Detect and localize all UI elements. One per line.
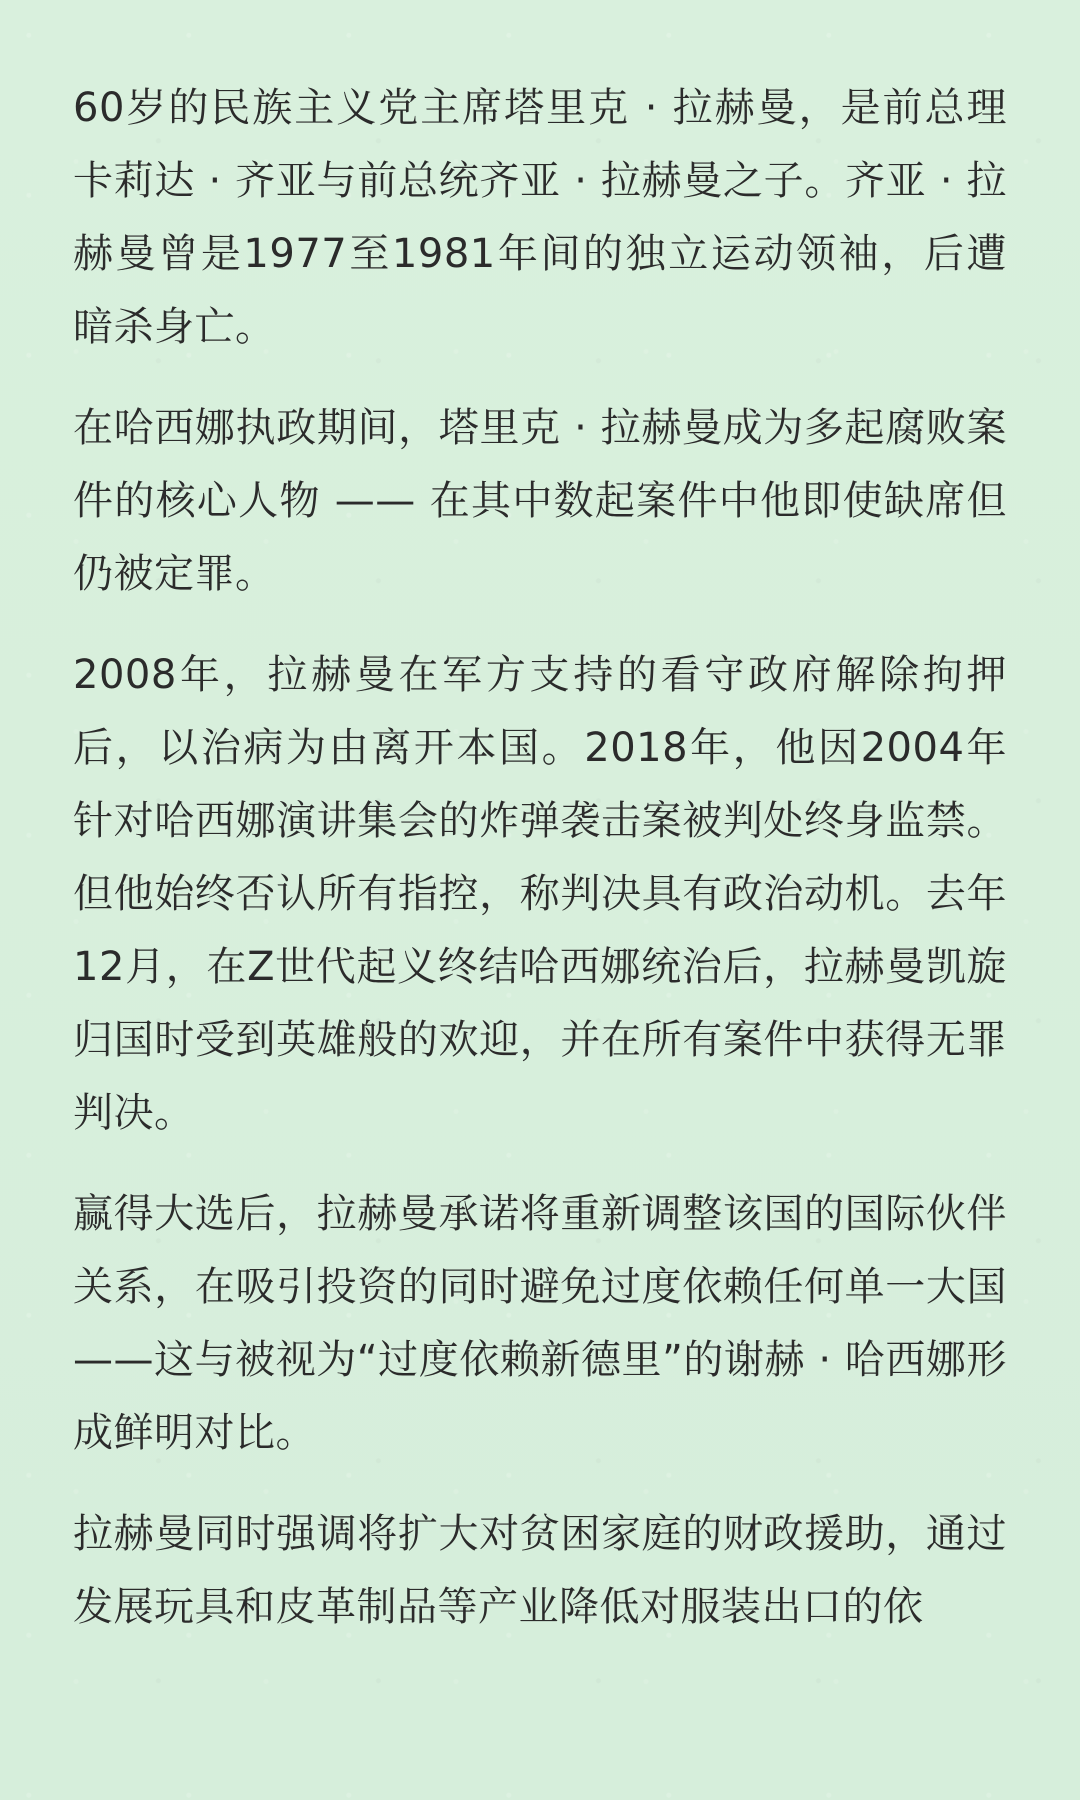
article-body [73, 72, 1007, 1672]
paragraph-5: 拉赫曼同时强调将扩大对贫困家庭的财政援助，通过发展玩具和皮革制品等产业降低对服装出口的依 [73, 1511, 1007, 1630]
paragraph-3: 2008年，拉赫曼在军方支持的看守政府解除拘押后，以治病为由离开本国。2018年，他因2004年针对哈西娜演讲集会的炸弹袭击案被判处终身监禁。但他始终否认所有指控，称判决具有政治动机。去年12月，在Z世代起义终结哈西娜统治后，拉赫曼凯旋归国时受到英雄般的欢迎，并在所有案件中获得无罪判决。 [73, 652, 1007, 1136]
paragraph-2: 在哈西娜执政期间，塔里克 · 拉赫曼成为多起腐败案件的核心人物 —— 在其中数起案件中他即使缺席但仍被定罪。 [73, 405, 1007, 597]
paragraph-1: 60岁的民族主义党主席塔里克 · 拉赫曼，是前总理卡莉达 · 齐亚与前总统齐亚 · 拉赫曼之子。齐亚 · 拉赫曼曾是1977至1981年间的独立运动领袖，后遭暗杀身亡。 [73, 85, 1007, 350]
paragraph-4: 赢得大选后，拉赫曼承诺将重新调整该国的国际伙伴关系，在吸引投资的同时避免过度依赖任何单一大国——这与被视为“过度依赖新德里”的谢赫 · 哈西娜形成鲜明对比。 [73, 1191, 1007, 1456]
